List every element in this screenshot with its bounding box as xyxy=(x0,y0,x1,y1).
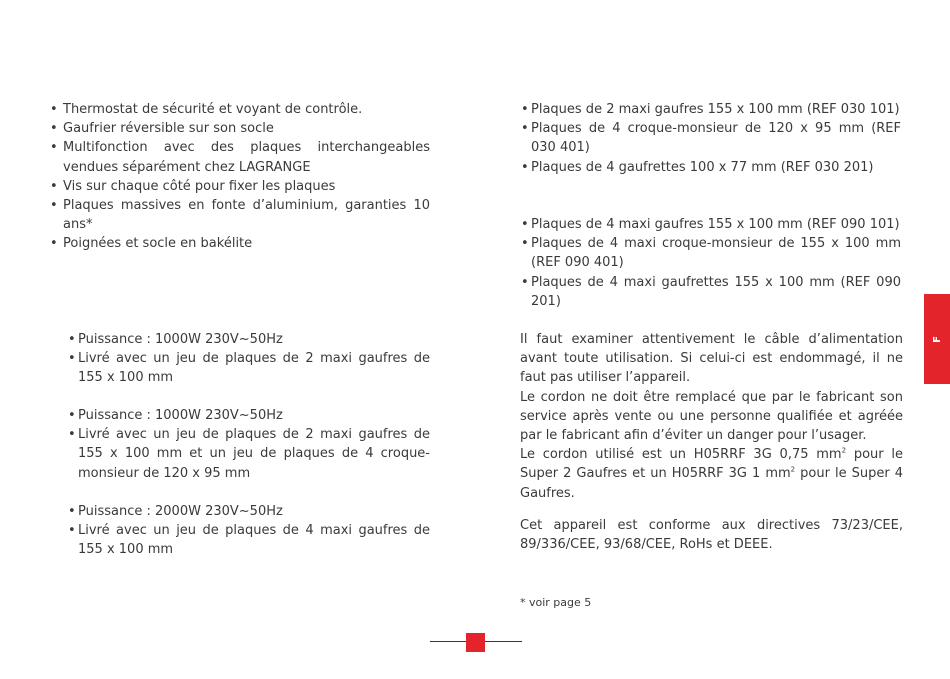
footer-rule-left xyxy=(430,641,466,642)
list-item: • Plaques massives en fonte d’aluminium, garanties 10 ans* xyxy=(50,196,430,234)
model1-specs xyxy=(68,330,430,388)
features-section xyxy=(50,100,430,254)
model2-specs xyxy=(68,406,430,483)
list-item: • Thermostat de sécurité et voyant de contrôle. xyxy=(50,100,430,119)
cable-paragraph-3 xyxy=(520,445,903,503)
list-item: • Plaques de 2 maxi gaufres 155 x 100 mm (REF 030 101) xyxy=(521,100,901,119)
cable-section xyxy=(520,330,903,554)
list-item: • Vis sur chaque côté pour fixer les plaques xyxy=(50,177,430,196)
cable-text-a: Le cordon utilisé est un H05RRF 3G 0,75 mm xyxy=(520,447,842,463)
list-item: • Gaufrier réversible sur son socle xyxy=(50,119,430,138)
accessories-b-list xyxy=(521,215,901,311)
conformity-paragraph: Cet appareil est conforme aux directives 73/23/CEE, 89/336/CEE, 93/68/CEE, RoHs et DEEE. xyxy=(520,517,903,553)
cable-text-c: pour le Super 4 Gaufres. xyxy=(520,466,903,501)
list-item: • Plaques de 4 croque-monsieur de 120 x 95 mm (REF 030 401) xyxy=(521,119,901,157)
list-item: • Livré avec un jeu de plaques de 2 maxi gaufres de 155 x 100 mm et un jeu de plaques de 4 croque-monsieur de 120 x 95 mm xyxy=(68,425,430,483)
superscript: 2 xyxy=(790,466,796,475)
model1-list xyxy=(68,330,430,388)
page-marker xyxy=(466,633,485,652)
list-item: • Puissance : 1000W 230V~50Hz xyxy=(68,406,430,425)
model2-list xyxy=(68,406,430,483)
accessories-a-list xyxy=(521,100,901,177)
language-tab-label: F xyxy=(931,335,943,343)
model3-list xyxy=(68,502,430,560)
cable-paragraph-2: Le cordon ne doit être remplacé que par le fabricant son service après vente ou une personne qualifiée et agréée par le fabricant afin d’éviter un danger pour l’usager. xyxy=(520,389,903,444)
list-item: • Livré avec un jeu de plaques de 4 maxi gaufres de 155 x 100 mm xyxy=(68,521,430,559)
accessories-a-section xyxy=(521,100,901,177)
list-item: • Plaques de 4 maxi gaufrettes 155 x 100 mm (REF 090 201) xyxy=(521,273,901,311)
language-tab xyxy=(924,294,950,384)
list-item: • Multifonction avec des plaques interchangeables vendues séparément chez LAGRANGE xyxy=(50,138,430,176)
footer-rule-right xyxy=(485,641,522,642)
features-list xyxy=(50,100,430,254)
list-item: • Poignées et socle en bakélite xyxy=(50,234,430,253)
list-item: • Puissance : 1000W 230V~50Hz xyxy=(68,330,430,349)
footnote: * voir page 5 xyxy=(520,596,592,609)
model3-specs xyxy=(68,502,430,560)
superscript: 2 xyxy=(841,446,847,455)
accessories-b-section xyxy=(521,215,901,311)
cable-paragraph-1: Il faut examiner attentivement le câble d’alimentation avant toute utilisation. Si celui-ci est endommagé, il ne faut pas utiliser l’appareil. xyxy=(520,332,903,386)
list-item: • Livré avec un jeu de plaques de 2 maxi gaufres de 155 x 100 mm xyxy=(68,349,430,387)
list-item: • Plaques de 4 gaufrettes 100 x 77 mm (REF 030 201) xyxy=(521,158,901,177)
list-item: • Plaques de 4 maxi croque-monsieur de 155 x 100 mm (REF 090 401) xyxy=(521,234,901,272)
list-item: • Puissance : 2000W 230V~50Hz xyxy=(68,502,430,521)
cable-text-b: pour le Super 2 Gaufres et un H05RRF 3G 1 mm xyxy=(520,447,903,482)
list-item: • Plaques de 4 maxi gaufres 155 x 100 mm (REF 090 101) xyxy=(521,215,901,234)
